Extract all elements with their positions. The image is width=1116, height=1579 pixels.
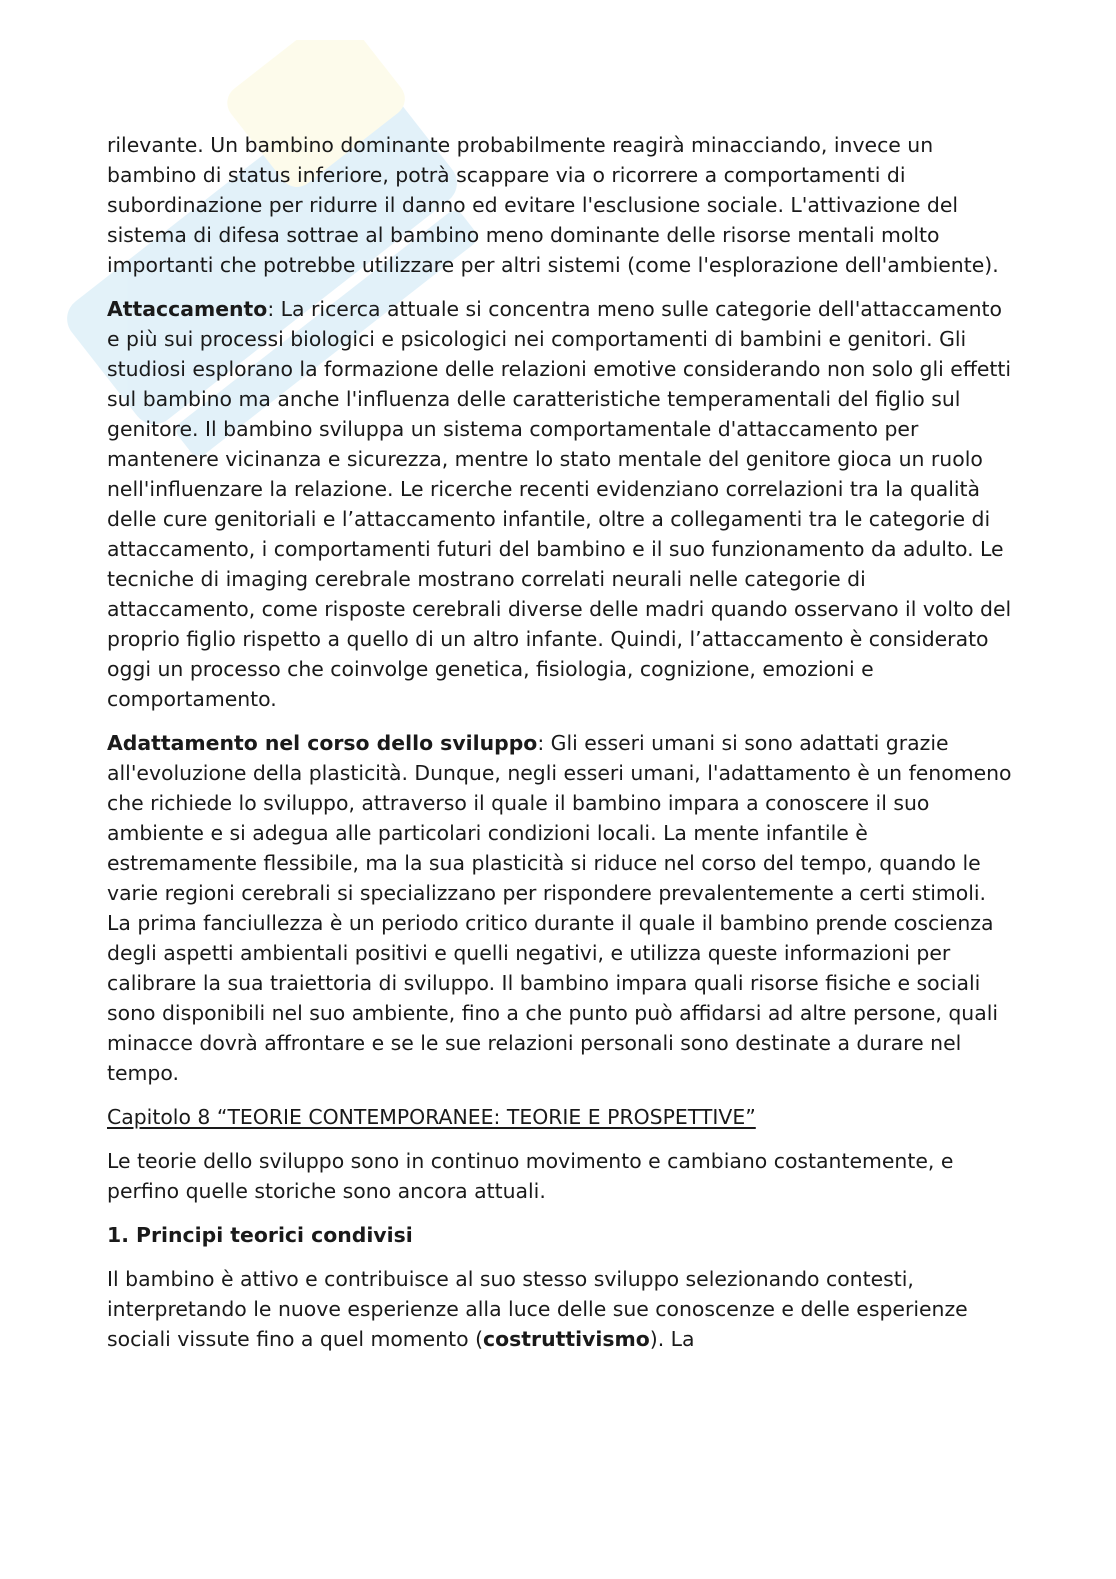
chapter-heading: Capitolo 8 “TEORIE CONTEMPORANEE: TEORIE E PROSPETTIVE”: [107, 1105, 756, 1129]
paragraph-teorie-intro: Le teorie dello sviluppo sono in continuo movimento e cambiano costantemente, e perfino quelle storiche sono ancora attuali.: [107, 1149, 954, 1203]
section-heading: 1. Principi teorici condivisi: [107, 1223, 413, 1247]
term-costruttivismo: costruttivismo: [483, 1327, 650, 1351]
paragraph-costruttivismo: [107, 1264, 1012, 1354]
paragraph-attaccamento: [107, 294, 1012, 714]
paragraph-difesa: rilevante. Un bambino dominante probabilmente reagirà minacciando, invece un bambino di status inferiore, potrà scappare via o ricorrere a comportamenti di subordinazione per ridurre il danno ed evitare l'esclusione sociale. L'attivazione del sistema di difesa sottrae al bambino meno dominante delle risorse mentali molto importanti che potrebbe utilizzare per altri sistemi (come l'esplorazione dell'ambiente).: [107, 133, 999, 277]
text-adattamento: : Gli esseri umani si sono adattati grazie all'evoluzione della plasticità. Dunque, negli esseri umani, l'adattamento è un fenomeno che richiede lo sviluppo, attraverso il quale il bambino impara a conoscere il suo ambiente e si adegua alle particolari condizioni locali. La mente infantile è estremamente flessibile, ma la sua plasticità si riduce nel corso del tempo, quando le varie regioni cerebrali si specializzano per rispondere prevalentemente a certi stimoli. La prima fanciullezza è un periodo critico durante il quale il bambino prende coscienza degli aspetti ambientali positivi e quelli negativi, e utilizza queste informazioni per calibrare la sua traiettoria di sviluppo. Il bambino impara quali risorse fisiche e sociali sono disponibili nel suo ambiente, fino a che punto può affidarsi ad altre persone, quali minacce dovrà affrontare e se le sue relazioni personali sono destinate a durare nel tempo.: [107, 731, 1012, 1085]
paragraph-adattamento: [107, 728, 1012, 1088]
text-costruttivismo-before: Il bambino è attivo e contribuisce al suo stesso sviluppo selezionando contesti, interpretando le nuove esperienze alla luce delle sue conoscenze e delle esperienze sociali vissute fino a quel momento (: [107, 1267, 968, 1351]
text-costruttivismo-after: ). La: [649, 1327, 695, 1351]
term-adattamento: Adattamento nel corso dello sviluppo: [107, 731, 538, 755]
term-attaccamento: Attaccamento: [107, 297, 268, 321]
document-page: [107, 130, 1012, 1368]
text-attaccamento: : La ricerca attuale si concentra meno sulle categorie dell'attaccamento e più sui processi biologici e psicologici nei comportamenti di bambini e genitori. Gli studiosi esplorano la formazione delle relazioni emotive considerando non solo gli effetti sul bambino ma anche l'influenza delle caratteristiche temperamentali del figlio sul genitore. Il bambino sviluppa un sistema comportamentale d'attaccamento per mantenere vicinanza e sicurezza, mentre lo stato mentale del genitore gioca un ruolo nell'influenzare la relazione. Le ricerche recenti evidenziano correlazioni tra la qualità delle cure genitoriali e l’attaccamento infantile, oltre a collegamenti tra le categorie di attaccamento, i comportamenti futuri del bambino e il suo funzionamento da adulto. Le tecniche di imaging cerebrale mostrano correlati neurali nelle categorie di attaccamento, come risposte cerebrali diverse delle madri quando osservano il volto del proprio figlio rispetto a quello di un altro infante. Quindi, l’attaccamento è considerato oggi un processo che coinvolge genetica, fisiologia, cognizione, emozioni e comportamento.: [107, 297, 1012, 711]
